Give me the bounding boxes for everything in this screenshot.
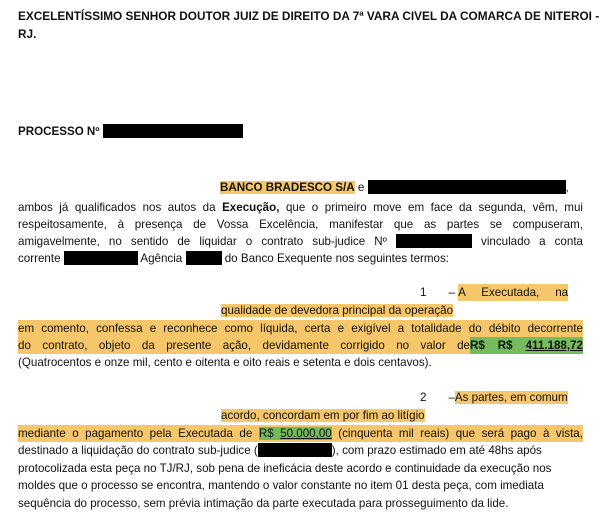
redacted-contract-number (396, 234, 472, 248)
item-number: 2 (420, 391, 427, 404)
text: (cinquenta mil reais) que será pago à vista, (338, 427, 583, 440)
dash: – (448, 286, 455, 299)
text: do contrato, objeto da presente ação, devidamente corrigido no valor de (18, 339, 470, 352)
text: ), com prazo estimado em até 48hs após (331, 444, 542, 457)
item-1-line-1 (420, 284, 583, 301)
item-1-line-5: (Quatrocentos e onze mil, cento e oitenta e oito reais e setenta e dois centavos). (18, 356, 432, 369)
redacted-party (368, 180, 566, 194)
parties-line (220, 179, 580, 196)
text: vinculado a conta (481, 235, 583, 248)
item-number: 1 (420, 286, 427, 299)
item-1-line-4 (18, 337, 583, 354)
conjunction: e (357, 181, 365, 194)
debt-amount (470, 337, 583, 354)
item-2-line-7: sequência do processo, sem prévia intimação da parte executada para prosseguimento da lide. (18, 497, 509, 510)
intro-line-3 (18, 233, 583, 250)
text: Agência (140, 252, 183, 265)
amount: 50.000,00 (280, 427, 332, 440)
text: destinado a liquidação do contrato sub-judice ( (18, 444, 258, 457)
redacted-contract-number (258, 443, 332, 457)
amount: 411.188,72 (525, 339, 583, 352)
item-2-line-1 (420, 389, 583, 406)
item-2-line-3 (18, 425, 583, 442)
text: As partes, em comum (454, 391, 568, 404)
text: ambos já qualificados nos autos da (18, 201, 216, 214)
redacted-account (64, 251, 138, 265)
intro-line-4 (18, 250, 583, 267)
process-label: PROCESSO Nº (18, 125, 100, 138)
document-title-line-2: RJ. (18, 27, 37, 41)
payment-amount (259, 427, 332, 440)
execution-term: Execução, (222, 201, 280, 214)
text: que o primeiro move em face da segunda, vêm, mui (285, 201, 583, 214)
intro-line-1 (18, 199, 583, 216)
comma: , (565, 181, 569, 194)
process-number (18, 123, 583, 140)
item-2-line-4 (18, 442, 583, 459)
item-2-line-2 (221, 407, 481, 424)
dash: – (448, 391, 455, 404)
text: amigavelmente, no sentido de liquidar o contrato sub-judice Nº (18, 235, 387, 248)
redacted-agency (186, 251, 222, 265)
item-2-line-6: moldes que o processo se encontra, mantendo o valor constante no item 01 desta peça, com imediata (18, 479, 544, 492)
redacted-process-number (103, 124, 243, 138)
bank-name: BANCO BRADESCO S/A (220, 181, 355, 194)
text: do Banco Exequente nos seguintes termos: (224, 252, 450, 265)
document-title-line-1: EXCELENTÍSSIMO SENHOR DOUTOR JUIZ DE DIREITO DA 7ª VARA CIVEL DA COMARCA DE NITEROI - (18, 9, 600, 23)
item-1-line-2 (221, 302, 481, 319)
text: A Executada, na (458, 286, 569, 299)
currency: R$ R$ (470, 339, 513, 352)
text: acordo, concordam em por fim ao litígio (221, 409, 425, 422)
intro-line-2: respeitosamente, à presença de Vossa Excelência, manifestar que as partes se compuseram, (18, 218, 583, 231)
text: qualidade de devedora principal da operação (221, 304, 454, 317)
item-1-line-3: em comento, confessa e reconhece como líquida, certa e exigível a totalidade do débito decorrente (18, 322, 583, 335)
item-2-line-5: protocolizada esta peça no TJ/RJ, sob pena de ineficácia deste acordo e continuidade da execução nos (18, 462, 552, 475)
currency: R$ (258, 427, 274, 440)
text: corrente (18, 252, 61, 265)
text: mediante o pagamento pela Executada de (18, 427, 253, 440)
